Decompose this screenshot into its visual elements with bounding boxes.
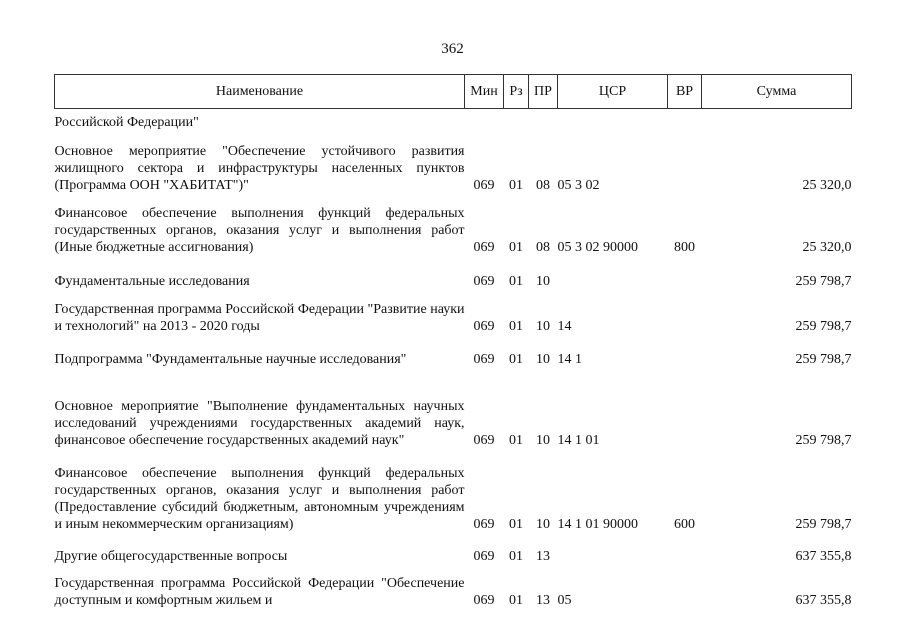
row-rz: 01	[509, 274, 523, 289]
row-rz: 01	[509, 593, 523, 608]
header-vr: ВР	[668, 75, 702, 109]
row-vr	[668, 290, 702, 335]
row-min: 069	[473, 593, 495, 608]
row-csr: 05 3 02	[557, 178, 600, 193]
row-vr	[668, 109, 702, 132]
row-pr: 13	[536, 549, 550, 564]
table-row	[55, 256, 852, 290]
row-sum: 259 798,7	[795, 274, 852, 289]
row-name: Государственная программа Российской Федерации "Развитие науки и технологий" на 2013 - 2020 годы	[54, 302, 465, 334]
row-min: 069	[473, 178, 495, 193]
row-min: 069	[473, 549, 495, 564]
table-row	[55, 109, 852, 132]
row-rz: 01	[509, 319, 523, 334]
row-vr	[668, 565, 702, 609]
row-pr: 10	[536, 274, 550, 289]
table-row	[55, 290, 852, 335]
row-name: Финансовое обеспечение выполнения функций федеральных государственных органов, оказания услуг и выполнения работ (Иные бюджетные ассигнования)	[54, 206, 465, 255]
header-rz: Рз	[504, 75, 529, 109]
header-min: Мин	[465, 75, 504, 109]
row-sum: 259 798,7	[795, 517, 852, 532]
row-pr: 13	[536, 593, 550, 608]
row-rz: 01	[509, 352, 523, 367]
row-pr: 10	[536, 352, 550, 367]
row-csr	[558, 256, 668, 290]
row-pr: 10	[536, 433, 550, 448]
row-min: 069	[473, 319, 495, 334]
row-name: Подпрограмма "Фундаментальные научные исследования"	[54, 352, 407, 367]
row-min: 069	[473, 274, 495, 289]
row-sum: 25 320,0	[802, 178, 852, 193]
row-sum: 25 320,0	[802, 240, 852, 255]
row-vr	[668, 368, 702, 449]
row-name: Российской Федерации"	[54, 115, 199, 130]
row-sum: 259 798,7	[795, 433, 852, 448]
row-pr: 10	[536, 319, 550, 334]
table-row	[55, 131, 852, 194]
row-min: 069	[473, 517, 495, 532]
row-vr: 800	[674, 240, 695, 255]
table-row	[55, 565, 852, 609]
row-sum	[702, 109, 852, 132]
table-row	[55, 194, 852, 256]
row-name: Фундаментальные исследования	[54, 274, 250, 289]
row-sum: 637 355,8	[795, 549, 852, 564]
header-name: Наименование	[55, 75, 465, 109]
table-row	[55, 335, 852, 368]
row-min	[465, 109, 504, 132]
row-pr: 10	[536, 517, 550, 532]
row-csr: 14	[557, 319, 572, 334]
row-pr: 08	[536, 240, 550, 255]
row-sum: 259 798,7	[795, 319, 852, 334]
row-rz: 01	[509, 240, 523, 255]
row-sum: 259 798,7	[795, 352, 852, 367]
row-sum: 637 355,8	[795, 593, 852, 608]
row-csr: 14 1	[557, 352, 582, 367]
row-vr	[668, 256, 702, 290]
table-row	[55, 368, 852, 449]
row-csr	[558, 109, 668, 132]
row-min: 069	[473, 433, 495, 448]
row-vr	[668, 533, 702, 565]
row-rz: 01	[509, 178, 523, 193]
row-vr	[668, 131, 702, 194]
row-name: Основное мероприятие "Выполнение фундаментальных научных исследований учреждениями государственных академий наук, финансовое обеспечение государственных академий наук"	[54, 399, 465, 448]
table-row	[55, 449, 852, 533]
row-min: 069	[473, 352, 495, 367]
table-header-row	[55, 75, 852, 109]
row-name: Основное мероприятие "Обеспечение устойчивого развития жилищного сектора и инфраструктуры населенных пунктов (Программа ООН "ХАБИТАТ")"	[54, 144, 465, 193]
row-vr	[668, 335, 702, 368]
row-rz: 01	[509, 433, 523, 448]
row-vr: 600	[674, 517, 695, 532]
header-pr: ПР	[529, 75, 558, 109]
row-rz	[504, 109, 529, 132]
page-number: 362	[441, 41, 464, 57]
header-sum: Сумма	[702, 75, 852, 109]
row-rz: 01	[509, 517, 523, 532]
row-pr: 08	[536, 178, 550, 193]
row-csr: 05 3 02 90000	[557, 240, 638, 255]
row-min: 069	[473, 240, 495, 255]
row-csr: 05	[557, 593, 572, 608]
row-csr: 14 1 01	[557, 433, 600, 448]
row-name: Государственная программа Российской Федерации "Обеспечение доступным и комфортным жильем и	[54, 576, 465, 608]
row-csr: 14 1 01 90000	[557, 517, 638, 532]
header-csr: ЦСР	[558, 75, 668, 109]
row-rz: 01	[509, 549, 523, 564]
row-name: Финансовое обеспечение выполнения функций федеральных государственных органов, оказания услуг и выполнения работ (Предоставление субсидий бюджетным, автономным учреждениям и иным некоммерческим организациям)	[54, 466, 465, 532]
budget-table	[54, 74, 852, 609]
row-name: Другие общегосударственные вопросы	[54, 549, 288, 564]
table-row	[55, 533, 852, 565]
row-csr	[558, 533, 668, 565]
row-pr	[529, 109, 558, 132]
